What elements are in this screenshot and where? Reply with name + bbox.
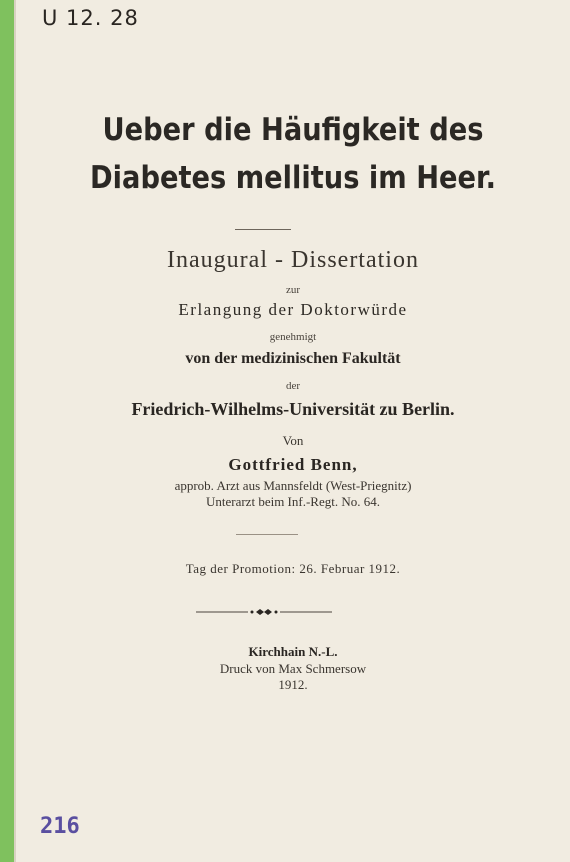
faculty-line: von der medizinischen Fakultät bbox=[185, 350, 401, 367]
imprint-printer: Druck von Max Schmersow bbox=[219, 661, 367, 676]
promotion-date: Tag der Promotion: 26. Februar 1912. bbox=[185, 561, 401, 576]
genehmigt-label: genehmigt bbox=[269, 331, 317, 343]
imprint-year: 1912. bbox=[278, 677, 308, 692]
author-name: Gottfried Benn, bbox=[228, 455, 358, 474]
der-label: der bbox=[285, 380, 301, 392]
shelfmark: U 12. 28 bbox=[42, 6, 139, 30]
author-rank: Unterarzt beim Inf.-Regt. No. 64. bbox=[205, 494, 380, 509]
ornament-rule bbox=[196, 606, 332, 618]
library-stamp-number: 216 bbox=[40, 814, 80, 839]
title-line-2: Diabetes mellitus im Heer. bbox=[90, 160, 496, 196]
author-divider bbox=[236, 534, 298, 535]
von-label: Von bbox=[282, 433, 304, 448]
green-spine bbox=[0, 0, 14, 862]
university-line: Friedrich-Wilhelms-Universität zu Berlin. bbox=[131, 399, 455, 419]
purpose-line: Erlangung der Doktorwürde bbox=[178, 300, 408, 319]
author-credentials: approb. Arzt aus Mannsfeldt (West-Priegnitz) bbox=[174, 478, 412, 493]
imprint-place: Kirchhain N.-L. bbox=[248, 644, 338, 659]
dissertation-type: Inaugural - Dissertation bbox=[167, 247, 419, 273]
zur-label: zur bbox=[285, 284, 301, 296]
title-page bbox=[16, 0, 570, 862]
title-line-1: Ueber die Häufigkeit des bbox=[102, 112, 484, 148]
title-divider bbox=[235, 229, 291, 230]
